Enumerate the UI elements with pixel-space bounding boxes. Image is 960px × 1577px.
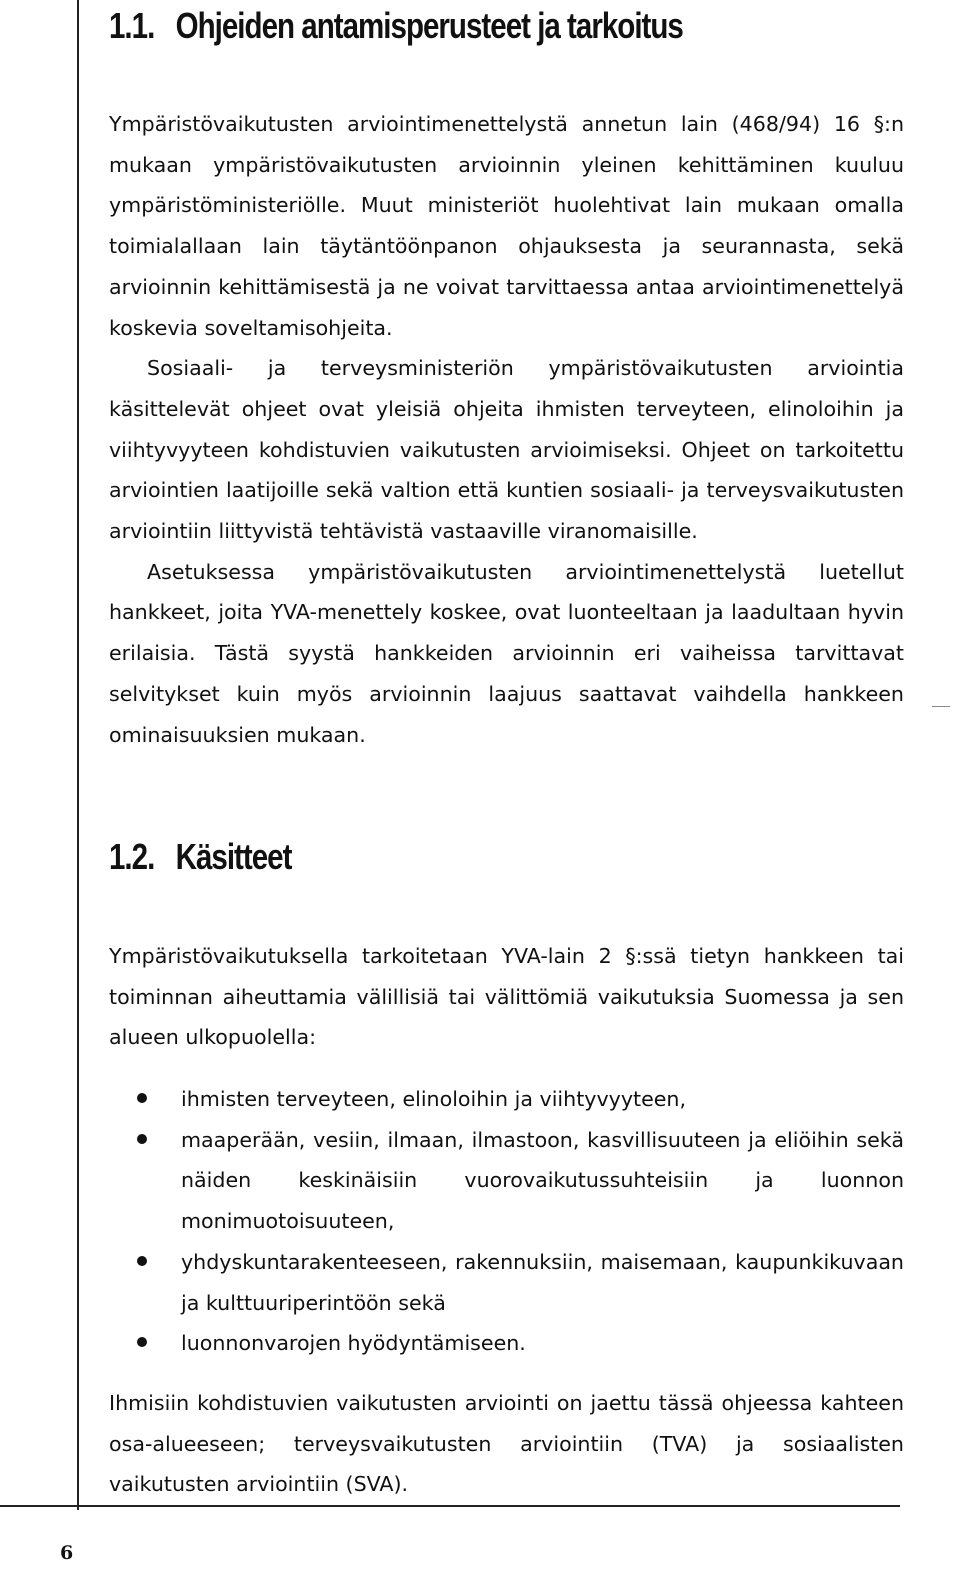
- section-1-2-closing: [109, 1383, 904, 1505]
- bullet-icon: [137, 1134, 147, 1144]
- section-1-2-intro: [109, 936, 904, 1058]
- list-item: [109, 1079, 904, 1120]
- bullet-icon: [137, 1093, 147, 1103]
- section-heading-1-2: [109, 836, 291, 878]
- section-title: Ohjeiden antamisperusteet ja tarkoitus: [175, 5, 683, 46]
- list-item-text: ihmisten terveyteen, elinoloihin ja viihtyvyyteen,: [181, 1087, 687, 1111]
- paragraph: Ympäristövaikutusten arviointimenettelystä annetun lain (468/94) 16 §:n mukaan ympäristövaikutusten arvioinnin yleinen kehittäminen kuuluu ympäristöministeriölle. Muut ministeriöt huolehtivat lain mukaan omalla toimialallaan lain täytäntöönpanon ohjauksesta ja seurannasta, sekä arvioinnin kehittämisestä ja ne voivat tarvittaessa antaa arviointimenettelyä koskevia soveltamisohjeita.: [109, 112, 904, 340]
- section-heading-1-1: [109, 5, 683, 47]
- paragraph: Sosiaali- ja terveysministeriön ympäristövaikutusten arviointia käsittelevät ohjeet ovat yleisiä ohjeita ihmisten terveyteen, elinoloihin ja viihtyvyyteen kohdistuvien vaikutusten arvioimiseksi. Ohjeet on tarkoitettu arviointien laatijoille sekä valtion että kuntien sosiaali- ja terveysvaikutusten arviointiin liittyvistä tehtävistä vastaaville viranomaisille.: [109, 356, 904, 544]
- section-title: Käsitteet: [175, 836, 292, 877]
- paragraph: Ympäristövaikutuksella tarkoitetaan YVA-lain 2 §:ssä tietyn hankkeen tai toiminnan aiheuttamia välillisiä tai välittömiä vaikutuksia Suomessa ja sen alueen ulkopuolella:: [109, 944, 904, 1050]
- left-margin-rule: [77, 0, 79, 1510]
- bullet-icon: [137, 1337, 147, 1347]
- list-item-text: luonnonvarojen hyödyntämiseen.: [181, 1331, 526, 1356]
- list-item-text: maaperään, vesiin, ilmaan, ilmastoon, kasvillisuuteen ja eliöihin sekä näiden keskinäisiin vuorovaikutussuhteisiin ja luonnon monimuotoisuuteen,: [181, 1127, 904, 1234]
- list-item: [109, 1120, 904, 1242]
- page-number: 6: [60, 1542, 74, 1564]
- footer-rule: [0, 1505, 900, 1507]
- bullet-list: [109, 1079, 904, 1364]
- list-item-text: yhdyskuntarakenteeseen, rakennuksiin, maisemaan, kaupunkikuvaan ja kulttuuriperintöön sekä: [181, 1249, 904, 1315]
- bullet-icon: [137, 1256, 147, 1266]
- paragraph: Ihmisiin kohdistuvien vaikutusten arviointi on jaettu tässä ohjeessa kahteen osa-alueeseen; terveysvaikutusten arviointiin (TVA) ja sosiaalisten vaikutusten arviointiin (SVA).: [109, 1391, 904, 1497]
- section-number: 1.2.: [109, 836, 155, 877]
- section-number: 1.1.: [109, 5, 155, 46]
- section-1-1-body: [109, 104, 904, 755]
- paragraph: Asetuksessa ympäristövaikutusten arviointimenettelystä luetellut hankkeet, joita YVA-menettely koskee, ovat luonteeltaan ja laadultaan hyvin erilaisia. Tästä syystä hankkeiden arvioinnin eri vaiheissa tarvittavat selvitykset kuin myös arvioinnin laajuus saattavat vaihdella hankkeen ominaisuuksien mukaan.: [109, 559, 904, 747]
- margin-mark: [932, 706, 950, 707]
- list-item: [109, 1323, 904, 1364]
- list-item: [109, 1242, 904, 1323]
